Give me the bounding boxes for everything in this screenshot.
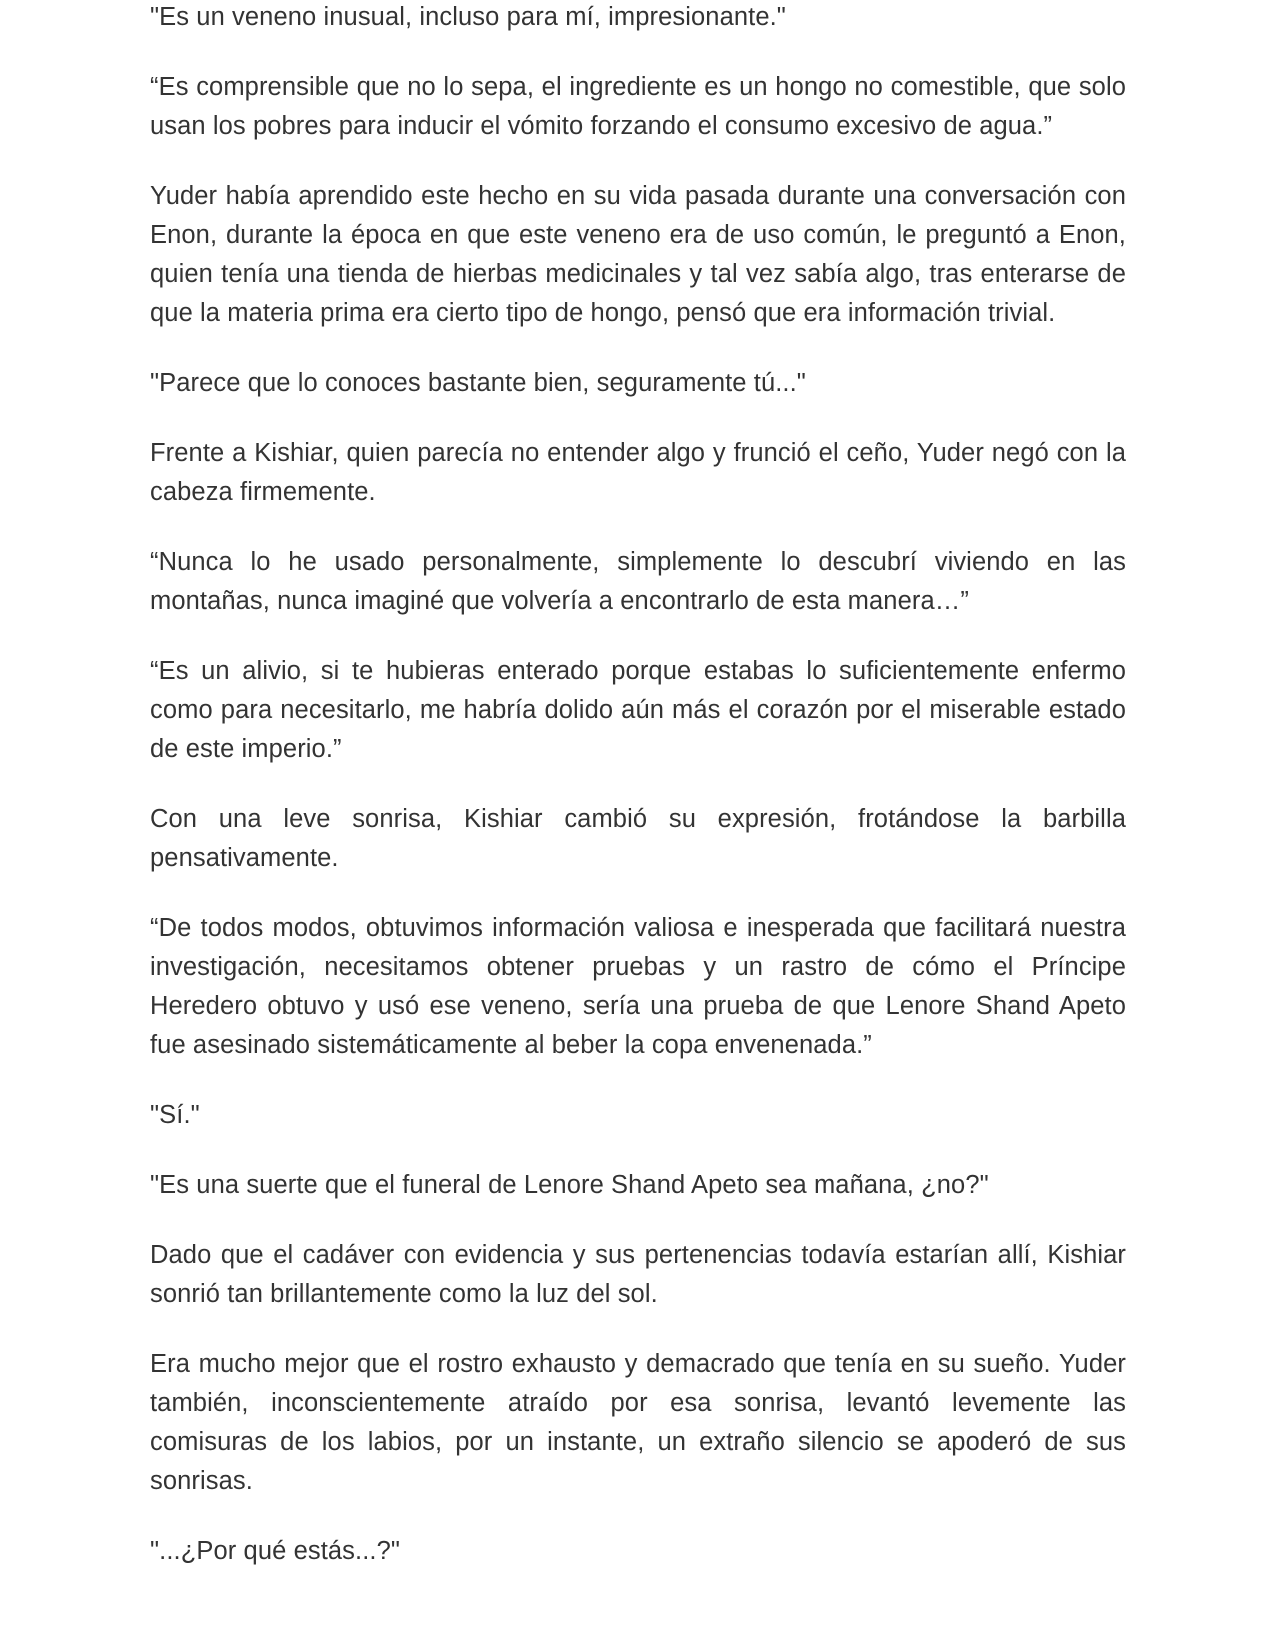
paragraph-4: "Parece que lo conoces bastante bien, seguramente tú...": [150, 369, 806, 397]
paragraph-1: "Es un veneno inusual, incluso para mí, impresionante.": [150, 3, 786, 31]
paragraph-2: “Es comprensible que no lo sepa, el ingrediente es un hongo no comestible, que solo usan los pobres para inducir el vómito forzando el consumo excesivo de agua.”: [150, 73, 1126, 140]
paragraph-14: "...¿Por qué estás...?": [150, 1537, 401, 1565]
paragraph-9: “De todos modos, obtuvimos información valiosa e inesperada que facilitará nuestra investigación, necesitamos obtener pruebas y un rastro de cómo el Príncipe Heredero obtuvo y usó ese veneno, sería una prueba de que Lenore Shand Apeto fue asesinado sistemáticamente al beber la copa envenenada.”: [150, 914, 1126, 1059]
paragraph-10: "Sí.": [150, 1101, 200, 1129]
paragraph-12: Dado que el cadáver con evidencia y sus pertenencias todavía estarían allí, Kishiar sonrió tan brillantemente como la luz del sol.: [150, 1241, 1126, 1308]
paragraph-3: Yuder había aprendido este hecho en su vida pasada durante una conversación con Enon, durante la época en que este veneno era de uso común, le preguntó a Enon, quien tenía una tienda de hierbas medicinales y tal vez sabía algo, tras enterarse de que la materia prima era cierto tipo de hongo, pensó que era información trivial.: [150, 182, 1126, 327]
paragraph-11: "Es una suerte que el funeral de Lenore Shand Apeto sea mañana, ¿no?": [150, 1171, 989, 1199]
paragraph-8: Con una leve sonrisa, Kishiar cambió su expresión, frotándose la barbilla pensativamente.: [150, 805, 1126, 872]
paragraph-13: Era mucho mejor que el rostro exhausto y demacrado que tenía en su sueño. Yuder también, inconscientemente atraído por esa sonrisa, levantó levemente las comisuras de los labios, por un instante, un extraño silencio se apoderó de sus sonrisas.: [150, 1350, 1126, 1495]
paragraph-6: “Nunca lo he usado personalmente, simplemente lo descubrí viviendo en las montañas, nunca imaginé que volvería a encontrarlo de esta manera…”: [150, 548, 1126, 615]
paragraph-7: “Es un alivio, si te hubieras enterado porque estabas lo suficientemente enfermo como para necesitarlo, me habría dolido aún más el corazón por el miserable estado de este imperio.”: [150, 657, 1126, 763]
paragraph-5: Frente a Kishiar, quien parecía no entender algo y frunció el ceño, Yuder negó con la cabeza firmemente.: [150, 439, 1126, 506]
document-page: [150, 0, 1126, 1602]
